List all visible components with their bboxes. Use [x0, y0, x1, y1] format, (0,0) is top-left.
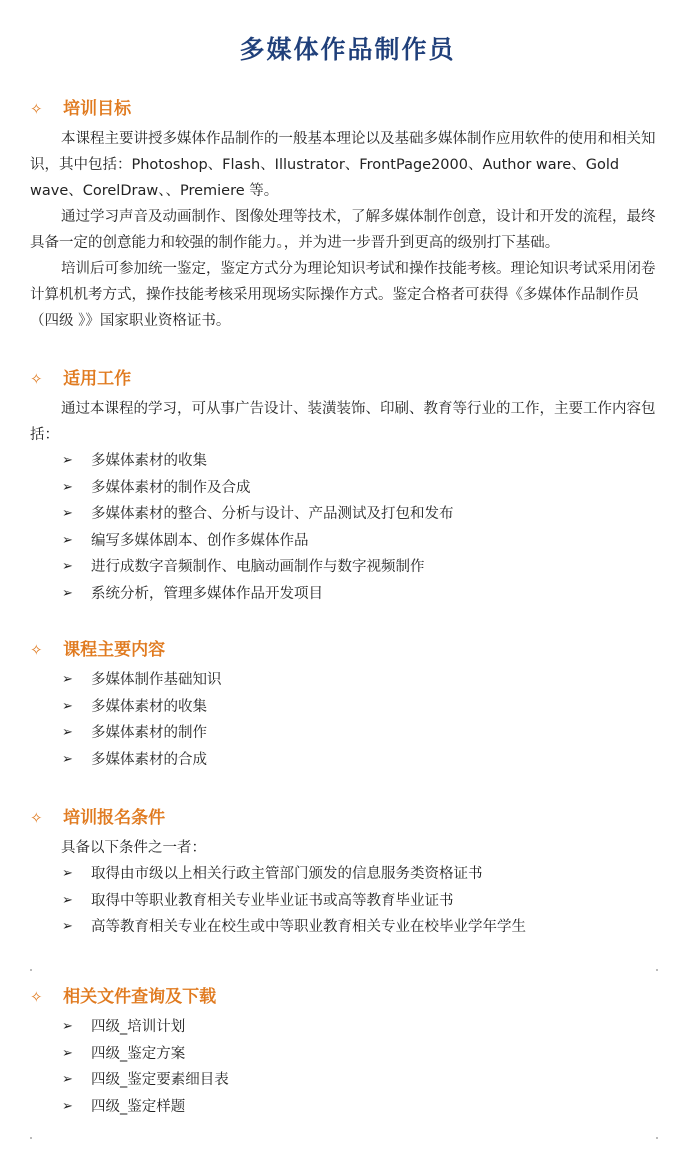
arrow-bullet-icon: ➢: [62, 672, 73, 687]
section-title: 培训目标: [63, 99, 132, 119]
arrow-bullet-icon: ➢: [62, 866, 73, 881]
section-heading: [30, 96, 660, 122]
divider-dot: [30, 1137, 32, 1139]
download-link[interactable]: ➢ 四级_培训计划: [30, 1014, 660, 1041]
arrow-bullet-icon: ➢: [62, 751, 73, 767]
sparkle-icon: ✧: [30, 641, 43, 659]
arrow-bullet-icon: ➢: [62, 479, 73, 495]
arrow-bullet-icon: ➢: [62, 725, 73, 740]
list-item: ➢ 多媒体素材的制作及合成: [30, 475, 660, 502]
paragraph: 通过学习声音及动画制作、图像处理等技术，了解多媒体制作创意，设计和开发的流程，最终具备一定的创意能力和较强的制作能力。，并为进一步晋升到更高的级别打下基础。: [30, 209, 656, 251]
arrow-bullet-icon: ➢: [62, 453, 73, 468]
list-item: ➢ 编写多媒体剧本、创作多媒体作品: [30, 528, 660, 555]
divider-dot: [30, 969, 32, 971]
list-item: ➢ 多媒体制作基础知识: [30, 667, 660, 694]
arrow-bullet-icon: ➢: [62, 559, 73, 574]
section-downloads: [30, 984, 660, 1120]
list-item: ➢ 取得中等职业教育相关专业毕业证书或高等教育毕业证书: [30, 888, 660, 915]
requirements-list: [30, 861, 660, 941]
list-item: ➢ 多媒体素材的制作: [30, 720, 660, 747]
arrow-bullet-icon: ➢: [62, 919, 73, 934]
list-item: ➢ 多媒体素材的收集: [30, 694, 660, 721]
sparkle-icon: ✧: [30, 100, 43, 118]
section-heading: [30, 366, 660, 392]
divider-dot: [656, 969, 658, 971]
section-heading: [30, 637, 660, 663]
arrow-bullet-icon: ➢: [62, 892, 73, 908]
section-enrollment-requirements: [30, 805, 660, 941]
sparkle-icon: ✧: [30, 370, 43, 388]
arrow-bullet-icon: ➢: [62, 585, 73, 601]
section-title: 相关文件查询及下载: [63, 987, 217, 1007]
work-list: [30, 448, 660, 607]
section-heading: [30, 984, 660, 1010]
download-link[interactable]: ➢ 四级_鉴定方案: [30, 1041, 660, 1068]
list-item: ➢ 取得由市级以上相关行政主管部门颁发的信息服务类资格证书: [30, 861, 660, 888]
section-heading: [30, 805, 660, 831]
paragraph: 本课程主要讲授多媒体作品制作的一般基本理论以及基础多媒体制作应用软件的使用和相关知识，其中包括：Photoshop、Flash、Illustrator、FrontPage2000、Author ware、Gold wave、CorelDraw、、Premiere 等。: [30, 131, 656, 199]
arrow-bullet-icon: ➢: [62, 698, 73, 714]
section-title: 适用工作: [63, 369, 132, 389]
download-list: [30, 1014, 660, 1120]
sparkle-icon: ✧: [30, 988, 43, 1006]
list-item: ➢ 多媒体素材的收集: [30, 448, 660, 475]
list-item: ➢ 多媒体素材的合成: [30, 747, 660, 774]
arrow-bullet-icon: ➢: [62, 1098, 73, 1114]
arrow-bullet-icon: ➢: [62, 1045, 73, 1061]
paragraph: 培训后可参加统一鉴定，鉴定方式分为理论知识考试和操作技能考核。理论知识考试采用闭卷计算机机考方式，操作技能考核采用现场实际操作方式。鉴定合格者可获得《多媒体作品制作员（四级 》》国家职业资格证书。: [30, 261, 656, 329]
list-item: ➢ 高等教育相关专业在校生或中等职业教育相关专业在校毕业学年学生: [30, 914, 660, 941]
paragraph: 具备以下条件之一者：: [61, 840, 206, 856]
paragraph: 通过本课程的学习，可从事广告设计、装潢装饰、印刷、教育等行业的工作，主要工作内容包括：: [30, 401, 656, 443]
arrow-bullet-icon: ➢: [62, 1072, 73, 1087]
download-link[interactable]: ➢ 四级_鉴定要素细目表: [30, 1067, 660, 1094]
list-item: ➢ 系统分析，管理多媒体作品开发项目: [30, 581, 660, 608]
arrow-bullet-icon: ➢: [62, 506, 73, 521]
list-item: ➢ 多媒体素材的整合、分析与设计、产品测试及打包和发布: [30, 501, 660, 528]
download-link[interactable]: ➢ 四级_鉴定样题: [30, 1094, 660, 1121]
sparkle-icon: ✧: [30, 809, 43, 827]
content-list: [30, 667, 660, 773]
section-applicable-work: [30, 366, 660, 607]
page-title: 多媒体作品制作员: [239, 35, 456, 64]
section-course-content: [30, 637, 660, 773]
list-item: ➢ 进行成数字音频制作、电脑动画制作与数字视频制作: [30, 554, 660, 581]
section-training-goal: [30, 96, 660, 334]
divider-dot: [656, 1137, 658, 1139]
arrow-bullet-icon: ➢: [62, 532, 73, 548]
section-title: 课程主要内容: [63, 640, 166, 660]
arrow-bullet-icon: ➢: [62, 1019, 73, 1034]
section-title: 培训报名条件: [63, 808, 166, 828]
